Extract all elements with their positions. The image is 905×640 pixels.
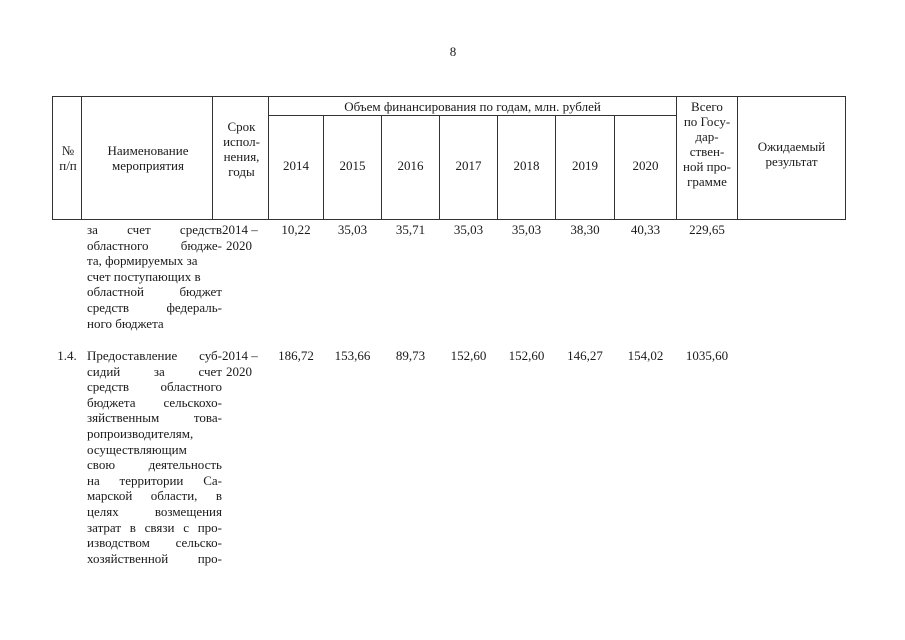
header-term-label: Срок испол-нения, годы	[223, 119, 260, 179]
name-line: затрат в связи с про-	[87, 519, 222, 535]
page-number: 8	[449, 44, 457, 59]
value-2016: 35,71	[395, 222, 426, 237]
name-line: ного бюджета	[87, 315, 164, 331]
name-line: за счет средств	[87, 222, 222, 237]
name-line: осуществляющим	[87, 441, 187, 457]
name-line: счет поступающих в	[87, 268, 201, 284]
term-end: 2020	[226, 237, 252, 253]
name-line: средств областного	[87, 379, 222, 395]
name-line: марской области, в	[87, 488, 222, 504]
name-line: средств федераль-	[87, 299, 222, 315]
header-year-cell	[268, 115, 324, 220]
value-total: 229,65	[689, 222, 725, 237]
value-2018: 35,03	[511, 222, 542, 237]
name-line: областной бюджет	[87, 284, 222, 300]
header-year-cell	[614, 115, 677, 220]
activity-name	[87, 222, 222, 331]
name-line: на территории Са-	[87, 472, 222, 488]
name-line: зяйственным това-	[87, 410, 222, 426]
value-2015: 153,66	[334, 348, 371, 363]
value-2015: 35,03	[337, 222, 368, 237]
header-year-cell	[381, 115, 440, 220]
name-line: свою деятельность	[87, 457, 222, 473]
header-year-2017: 2017	[455, 158, 482, 173]
name-line: ропроизводителям,	[87, 425, 194, 441]
header-year-2015: 2015	[339, 158, 366, 173]
header-name-cell	[81, 96, 213, 220]
value-2014: 186,72	[278, 348, 314, 363]
row-number: 1.4.	[57, 348, 77, 363]
header-year-2016: 2016	[397, 158, 424, 173]
header-num-cell	[52, 96, 82, 220]
header-name-label: Наименование мероприятия	[107, 143, 189, 173]
header-year-cell	[323, 115, 382, 220]
value-2020: 154,02	[627, 348, 664, 363]
term-start: 2014 –	[222, 222, 258, 237]
header-year-2018: 2018	[513, 158, 540, 173]
value-total: 1035,60	[685, 348, 729, 363]
term-start: 2014 –	[222, 348, 258, 363]
header-total-cell	[676, 96, 738, 220]
name-line: изводством сельско-	[87, 535, 222, 551]
header-year-cell	[555, 115, 615, 220]
header-total-label: Всего по Госу-дар-ствен-ной про-грамме	[683, 99, 731, 189]
value-2014: 10,22	[281, 222, 311, 237]
value-2016: 89,73	[395, 348, 426, 363]
header-result-cell	[737, 96, 846, 220]
term-end: 2020	[226, 363, 252, 379]
term	[222, 348, 268, 379]
name-line: бюджета сельскохо-	[87, 394, 222, 410]
name-line: сидий за счет	[87, 363, 222, 379]
header-term-cell	[212, 96, 269, 220]
header-year-2019: 2019	[572, 158, 598, 173]
header-num-label: № п/п	[59, 143, 77, 173]
header-year-2014: 2014	[283, 158, 309, 173]
name-line: та, формируемых за	[87, 253, 198, 269]
name-line: Предоставление суб-	[87, 348, 222, 363]
value-2020: 40,33	[630, 222, 661, 237]
value-2017: 152,60	[450, 348, 487, 363]
value-2017: 35,03	[453, 222, 484, 237]
name-line: целях возмещения	[87, 503, 222, 519]
name-line: хозяйственной про-	[87, 550, 222, 566]
header-funding-label: Объем финансирования по годам, млн. рублей	[344, 99, 601, 114]
value-2019: 146,27	[567, 348, 603, 363]
value-2018: 152,60	[508, 348, 545, 363]
value-2019: 38,30	[570, 222, 600, 237]
header-year-cell	[439, 115, 498, 220]
header-funding-cell	[268, 96, 677, 116]
header-year-2020: 2020	[632, 158, 659, 173]
term	[222, 222, 268, 253]
header-result-label: Ожидаемый результат	[757, 139, 826, 169]
name-line: областного бюдже-	[87, 237, 222, 253]
header-year-cell	[497, 115, 556, 220]
activity-name	[87, 348, 222, 566]
